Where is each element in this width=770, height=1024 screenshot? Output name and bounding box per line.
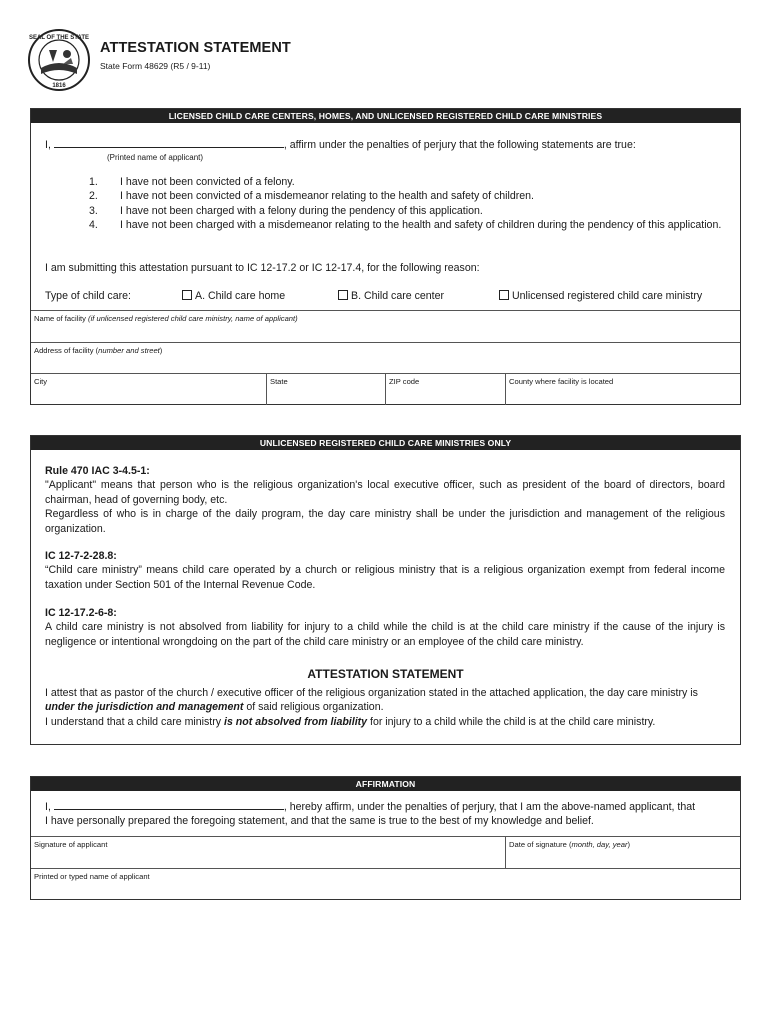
form-title: ATTESTATION STATEMENT [100, 40, 291, 56]
facility-name-hint: (if unlicensed registered child care ministry, name of applicant) [88, 314, 298, 323]
facility-name-label: Name of facility [34, 314, 86, 323]
ic-12-7-heading: IC 12-7-2-28.8: [45, 550, 117, 562]
applicant-name-input[interactable] [54, 137, 284, 148]
statement-text: I have not been charged with a felony during the pendency of this application. [120, 204, 483, 217]
ministry-checkbox[interactable] [499, 290, 509, 300]
address-close: ) [159, 346, 163, 355]
section-ministries-only [30, 435, 741, 745]
ic-12-7-block [45, 549, 725, 592]
signature-field[interactable]: Signature of applicant [34, 840, 108, 849]
divider [266, 373, 267, 405]
svg-text:SEAL OF THE STATE: SEAL OF THE STATE [28, 35, 90, 41]
attestation-paragraph-2 [45, 715, 735, 729]
attestation-paragraph-1 [45, 686, 727, 715]
divider [385, 373, 386, 405]
statement-number: 4. [89, 218, 98, 231]
svg-text:1816: 1816 [52, 83, 66, 89]
zip-field[interactable]: ZIP code [389, 377, 420, 386]
reason-text: I am submitting this attestation pursuant to IC 12-17.2 or IC 12-17.4, for the following reason: [45, 262, 480, 274]
ic-12-17-block [45, 606, 725, 649]
statement-item [45, 189, 735, 203]
date-label: Date of signature ( [509, 840, 572, 849]
attest-p2-emphasis: is not absolved from liability [224, 716, 368, 728]
rule-470-line2: Regardless of who is in charge of the daily program, the day care ministry shall be under the jurisdiction and management of the religious organization. [45, 508, 725, 535]
divider [31, 342, 740, 343]
printed-name-field[interactable]: Printed or typed name of applicant [34, 872, 150, 881]
facility-name-field[interactable] [34, 314, 298, 323]
attestation-title: ATTESTATION STATEMENT [307, 667, 464, 681]
statement-text: I have not been convicted of a felony. [120, 176, 295, 188]
statement-number: 1. [89, 176, 98, 188]
address-field[interactable] [34, 346, 162, 355]
statement-item [45, 218, 735, 232]
affirmation-suffix: , hereby affirm, under the penalties of perjury, that I am the above-named applicant, that [283, 801, 696, 813]
affirm-line [45, 137, 636, 152]
date-close: ) [627, 840, 631, 849]
affirmation-line1 [45, 799, 695, 814]
affirm-prefix: I, [45, 139, 51, 151]
divider [31, 868, 740, 869]
option-child-care-center[interactable] [338, 289, 444, 303]
section-affirmation [30, 776, 741, 900]
divider [505, 836, 506, 868]
option-c-label: Unlicensed registered child care ministry [512, 290, 703, 302]
affirmation-line2: I have personally prepared the foregoing statement, and that the same is true to the best of my knowledge and belief. [45, 815, 594, 827]
child-care-center-checkbox[interactable] [338, 290, 348, 300]
option-a-label: A. Child care home [195, 290, 286, 302]
attest-p1-end: of said religious organization. [243, 701, 384, 714]
statement-item [45, 204, 735, 218]
attest-p2-start: I understand that a child care ministry [45, 716, 225, 728]
date-field[interactable] [509, 840, 630, 849]
option-b-label: B. Child care center [351, 290, 445, 302]
attest-p1-start: I attest that as pastor of the church / executive officer of the religious organization stated in the attached application, the day care ministry is [45, 687, 698, 699]
option-ministry[interactable] [499, 289, 702, 303]
section-licensed-care [30, 108, 741, 405]
affirmation-prefix: I, [45, 801, 51, 813]
affirm-suffix: , affirm under the penalties of perjury that the following statements are true: [283, 139, 636, 151]
address-label: Address of facility ( [34, 346, 99, 355]
affirmation-name-input[interactable] [54, 799, 284, 810]
option-child-care-home[interactable] [182, 289, 285, 303]
child-care-home-checkbox[interactable] [182, 290, 192, 300]
statement-list [45, 175, 735, 232]
divider [31, 310, 740, 311]
attest-p2-end: for injury to a child while the child is at the child care ministry. [367, 716, 656, 728]
statement-text: I have not been charged with a misdemeanor relating to the health and safety of children during the pendency of this application. [120, 218, 722, 231]
statement-text: I have not been convicted of a misdemeanor relating to the health and safety of children. [120, 190, 535, 203]
state-field[interactable]: State [270, 377, 288, 386]
form-header [27, 28, 447, 88]
date-hint: month, day, year [571, 840, 628, 849]
section-bar-affirmation: AFFIRMATION [31, 777, 740, 791]
attest-p1-emphasis: under the jurisdiction and management [45, 701, 244, 714]
ic-12-7-text: “Child care ministry” means child care operated by a church or religious ministry that is a religious organization exempt from federal income taxation under Section 501 of the Internal Revenue Code. [45, 564, 725, 591]
city-field[interactable]: City [34, 377, 48, 386]
address-hint: number and street [98, 346, 160, 355]
statement-item [45, 175, 735, 189]
rule-470-block [45, 464, 725, 536]
rule-470-heading: Rule 470 IAC 3-4.5-1: [45, 465, 150, 477]
divider [31, 836, 740, 837]
section-bar-ministries: UNLICENSED REGISTERED CHILD CARE MINISTRIES ONLY [31, 436, 740, 450]
rule-470-line1: "Applicant" means that person who is the religious organization's local executive officer, such as president of the board of directors, board chairman, head of governing body, etc. [45, 479, 725, 506]
county-field[interactable]: County where facility is located [509, 377, 614, 386]
divider [505, 373, 506, 405]
type-label: Type of child care: [45, 290, 131, 302]
state-seal-icon [27, 28, 91, 92]
printed-name-hint: (Printed name of applicant) [107, 153, 204, 162]
form-number: State Form 48629 (R5 / 9-11) [100, 61, 211, 71]
section-bar-licensed: LICENSED CHILD CARE CENTERS, HOMES, AND UNLICENSED REGISTERED CHILD CARE MINISTRIES [31, 109, 740, 123]
statement-number: 3. [89, 204, 98, 217]
ic-12-17-heading: IC 12-17.2-6-8: [45, 607, 117, 619]
ic-12-17-text: A child care ministry is not absolved from liability for injury to a child while the child is at the child care ministry if the cause of the injury is negligence or intentional wrongdoing on the part of the child care ministry or an employee of the child care ministry. [45, 621, 725, 648]
statement-number: 2. [89, 190, 98, 203]
